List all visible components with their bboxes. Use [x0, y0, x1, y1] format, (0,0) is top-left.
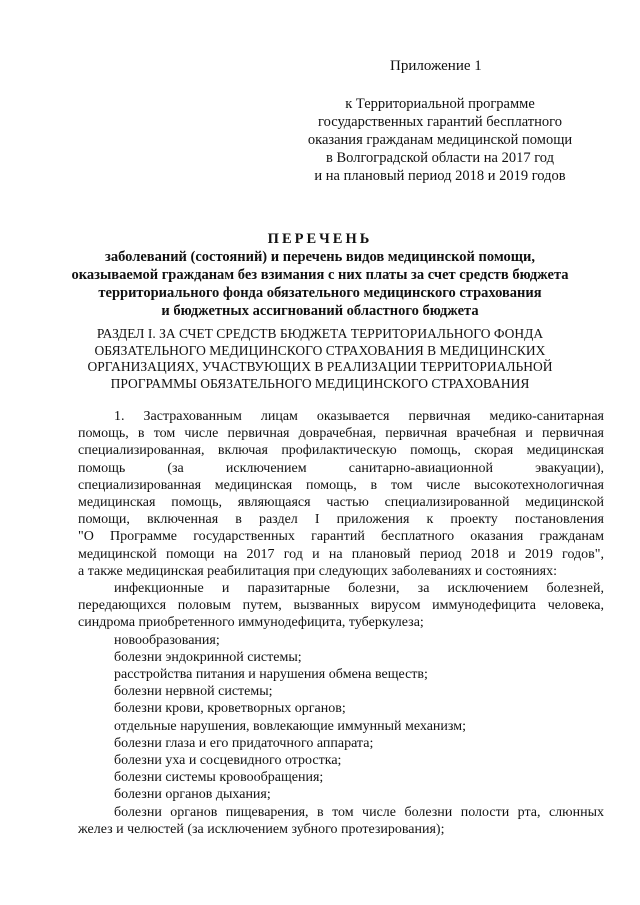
paragraph-line: медицинской помощи на 2017 год и на плановый период 2018 и 2019 годов", [78, 546, 604, 562]
document-heading [40, 230, 600, 320]
section-heading [40, 326, 600, 392]
list-item-continuation: синдрома приобретенного иммунодефицита, туберкулеза; [78, 615, 424, 631]
section-line: ПРОГРАММЫ ОБЯЗАТЕЛЬНОГО МЕДИЦИНСКОГО СТРАХОВАНИЯ [110, 375, 530, 391]
appendix-ref-line: в Волгоградской области на 2017 год [326, 150, 554, 166]
heading-title: ПЕРЕЧЕНЬ [267, 231, 373, 247]
paragraph-line: 1. Застрахованным лицам оказывается первичная медико-санитарная [114, 409, 604, 424]
heading-line: и бюджетных ассигнований областного бюджета [161, 303, 479, 319]
appendix-ref-line: к Территориальной программе [345, 96, 535, 112]
paragraph-line: специализированная медицинская помощь, в том числе высокотехнологичная [78, 477, 604, 493]
list-item: болезни органов пищеварения, в том числе болезни полости рта, слюнных [114, 804, 604, 820]
paragraph-line: помощь (за исключением санитарно-авиационной эвакуации), [78, 460, 604, 476]
list-item: новообразования; [114, 632, 220, 648]
paragraph-line: медицинская помощь, являющаяся частью специализированной медицинской [78, 495, 604, 511]
paragraph-line: специализированная, включая профилактическую помощь, скорая медицинская [78, 443, 604, 459]
section-line: РАЗДЕЛ I. ЗА СЧЕТ СРЕДСТВ БЮДЖЕТА ТЕРРИТОРИАЛЬНОГО ФОНДА [96, 326, 544, 341]
list-item: болезни глаза и его придаточного аппарата; [114, 735, 374, 751]
list-item: болезни нервной системы; [114, 684, 273, 700]
paragraph-line: помощь, в том числе первичная доврачебная, первичная врачебная и первичная [78, 426, 604, 442]
document-body [78, 408, 604, 838]
paragraph-line: а также медицинская реабилитация при следующих заболеваниях и состояниях: [78, 563, 557, 579]
list-item-continuation: желез и челюстей (за исключением зубного протезирования); [78, 821, 445, 837]
section-line: ОБЯЗАТЕЛЬНОГО МЕДИЦИНСКОГО СТРАХОВАНИЯ В МЕДИЦИНСКИХ [94, 342, 546, 358]
appendix-title: Приложение 1 [390, 58, 482, 74]
list-item: болезни органов дыхания; [114, 787, 271, 803]
list-item-continuation: передающихся половым путем, вызванных вирусом иммунодефицита человека, [78, 598, 604, 614]
list-item: болезни крови, кроветворных органов; [114, 701, 346, 717]
heading-line: заболеваний (состояний) и перечень видов медицинской помощи, [105, 249, 535, 265]
heading-line: оказываемой гражданам без взимания с них платы за счет средств бюджета [71, 267, 569, 283]
list-item: отдельные нарушения, вовлекающие иммунный механизм; [114, 718, 466, 734]
section-line: ОРГАНИЗАЦИЯХ, УЧАСТВУЮЩИХ В РЕАЛИЗАЦИИ ТЕРРИТОРИАЛЬНОЙ [87, 359, 553, 374]
list-item: болезни системы кровообращения; [114, 770, 324, 786]
paragraph-line: "О Программе государственных гарантий бесплатного оказания гражданам [78, 529, 604, 545]
list-item: расстройства питания и нарушения обмена веществ; [114, 667, 428, 683]
list-item: инфекционные и паразитарные болезни, за исключением болезней, [114, 581, 604, 597]
heading-line: территориального фонда обязательного медицинского страхования [98, 285, 542, 301]
list-item: болезни эндокринной системы; [114, 649, 302, 665]
list-item: болезни уха и сосцевидного отростка; [114, 753, 342, 769]
appendix-ref-line: оказания гражданам медицинской помощи [307, 132, 573, 148]
appendix-reference [290, 95, 590, 185]
appendix-ref-line: и на плановый период 2018 и 2019 годов [314, 168, 566, 184]
paragraph-line: помощи, включенная в раздел I приложения к проекту постановления [78, 512, 604, 528]
appendix-ref-line: государственных гарантий бесплатного [318, 114, 562, 130]
